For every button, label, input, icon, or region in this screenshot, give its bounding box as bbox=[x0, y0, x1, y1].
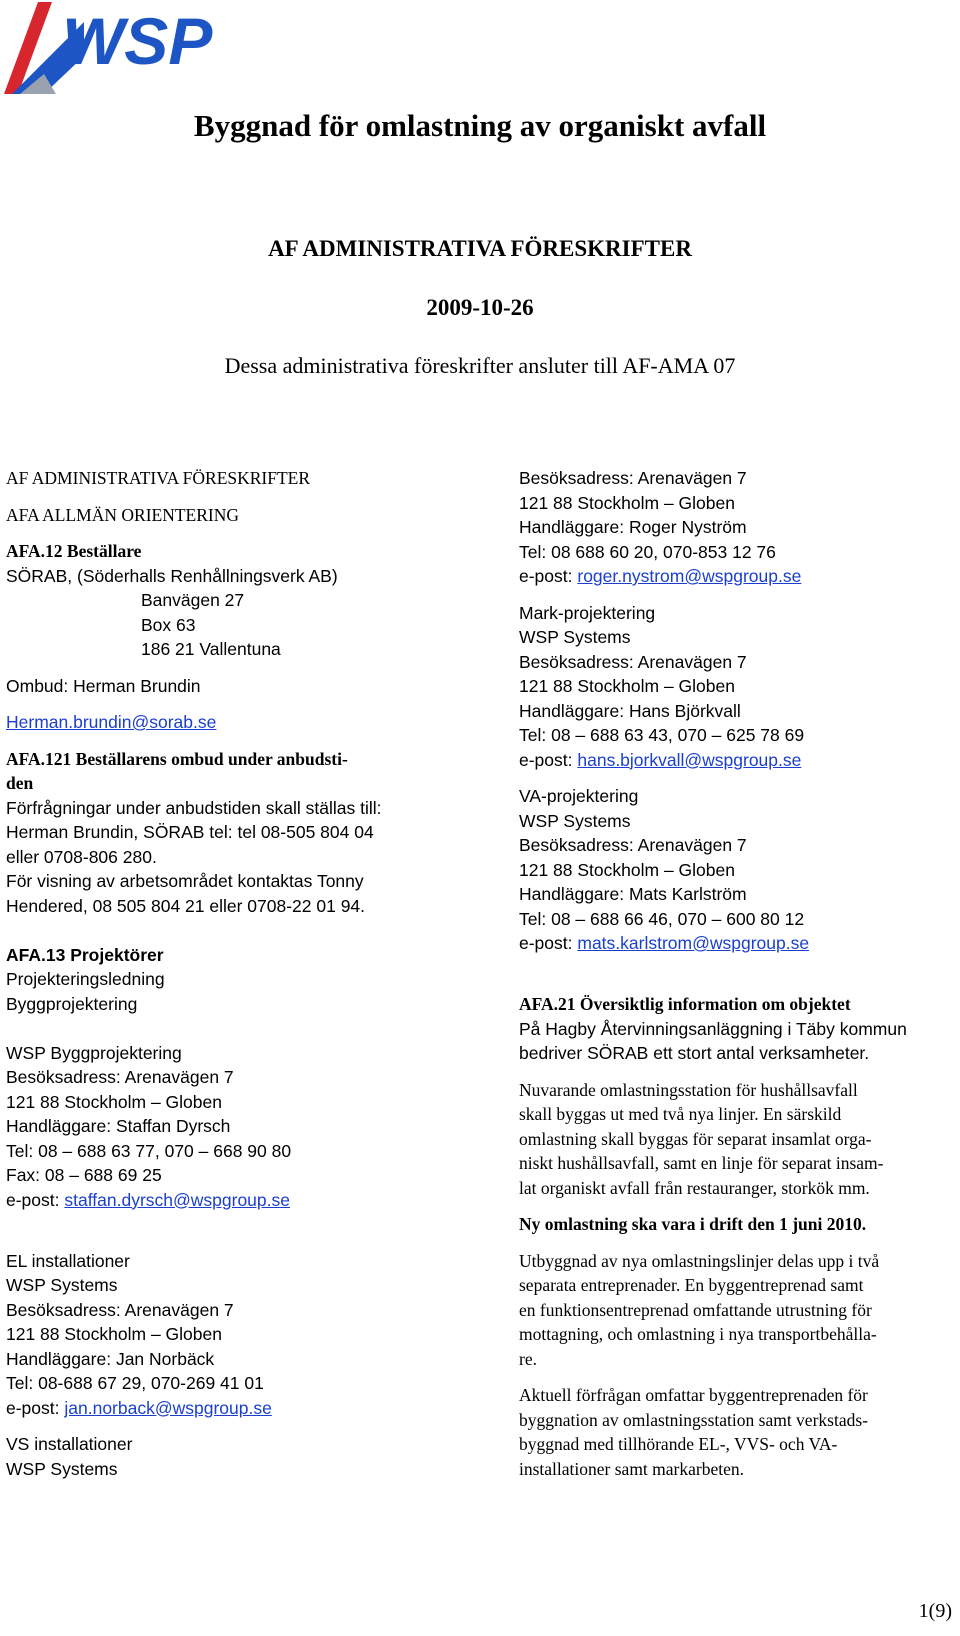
text-line: Fax: 08 – 688 69 25 bbox=[6, 1165, 162, 1185]
client-name: SÖRAB, (Söderhalls Renhållningsverk AB) bbox=[6, 565, 338, 586]
afa21-heading: AFA.21 Översiktlig information om objektet bbox=[519, 994, 851, 1014]
text-line: På Hagby Återvinningsanläggning i Täby kommun bbox=[519, 1018, 907, 1039]
text-line: Hendered, 08 505 804 21 eller 0708-22 01 94. bbox=[6, 895, 366, 916]
text-line: WSP Systems bbox=[6, 1275, 118, 1295]
afa121-heading: AFA.121 Beställarens ombud under anbudsti- bbox=[6, 748, 348, 769]
text-line: eller 0708-806 280. bbox=[6, 846, 157, 867]
text-line: Besöksadress: Arenavägen 7 bbox=[519, 835, 747, 855]
text-line: Tel: 08-688 67 29, 070-269 41 01 bbox=[6, 1373, 264, 1393]
text-line: 121 88 Stockholm – Globen bbox=[6, 1324, 222, 1344]
address-line: Banvägen 27 bbox=[141, 590, 245, 610]
email-label: e-post: bbox=[6, 1189, 65, 1210]
text-line: skall byggas ut med två nya linjer. En särskild bbox=[519, 1104, 842, 1124]
email-link[interactable]: roger.nystrom@wspgroup.se bbox=[577, 566, 802, 586]
text-line: Tel: 08 688 60 20, 070-853 12 76 bbox=[519, 541, 776, 562]
address-line: Box 63 bbox=[141, 614, 196, 635]
text-line: 121 88 Stockholm – Globen bbox=[519, 859, 735, 880]
text-line: bedriver SÖRAB ett stort antal verksamheter. bbox=[519, 1043, 870, 1063]
text-line: 121 88 Stockholm – Globen bbox=[6, 1091, 222, 1112]
text-line: EL installationer bbox=[6, 1250, 130, 1271]
text-line: niskt hushållsavfall, samt en linje för separat insam- bbox=[519, 1153, 884, 1173]
page-number: 1(9) bbox=[918, 1600, 952, 1622]
text-line: omlastning skall byggas för separat insamlat orga- bbox=[519, 1128, 872, 1149]
right-column bbox=[519, 466, 949, 1481]
afa121-heading-cont: den bbox=[6, 773, 34, 793]
email-link[interactable]: jan.norback@wspgroup.se bbox=[64, 1397, 272, 1418]
email-label: e-post: bbox=[519, 749, 578, 770]
text-line: Mark-projektering bbox=[519, 602, 656, 623]
text-line: re. bbox=[519, 1348, 537, 1369]
text-line: Tel: 08 – 688 66 46, 070 – 600 80 12 bbox=[519, 908, 805, 929]
afa13-heading: AFA.13 Projektörer bbox=[6, 944, 164, 965]
text-line: WSP Byggprojektering bbox=[6, 1042, 182, 1063]
text-line: Handläggare: Staffan Dyrsch bbox=[6, 1116, 231, 1136]
document-title: Byggnad för omlastning av organiskt avfall bbox=[193, 108, 767, 143]
document-subtitle: Dessa administrativa föreskrifter ansluter till AF-AMA 07 bbox=[224, 353, 736, 378]
left-column bbox=[6, 466, 421, 1481]
text-line: Handläggare: Jan Norbäck bbox=[6, 1348, 215, 1369]
text-line: separata entreprenader. En byggentreprenad samt bbox=[519, 1275, 864, 1295]
ombud-email-link[interactable]: Herman.brundin@sorab.se bbox=[6, 712, 217, 732]
text-line: WSP Systems bbox=[6, 1458, 118, 1479]
text-line: Utbyggnad av nya omlastningslinjer delas upp i två bbox=[519, 1250, 880, 1271]
text-line: VS installationer bbox=[6, 1434, 133, 1454]
text-line: Handläggare: Mats Karlström bbox=[519, 884, 747, 904]
section-heading: AF ADMINISTRATIVA FÖRESKRIFTER bbox=[6, 468, 311, 488]
text-line: VA-projektering bbox=[519, 786, 639, 806]
text-line: Nuvarande omlastningsstation för hushållsavfall bbox=[519, 1079, 858, 1100]
email-link[interactable]: hans.bjorkvall@wspgroup.se bbox=[577, 749, 802, 770]
text-line: WSP Systems bbox=[519, 627, 631, 647]
document-type: AF ADMINISTRATIVA FÖRESKRIFTER bbox=[268, 236, 692, 261]
text-line: Handläggare: Hans Björkvall bbox=[519, 700, 741, 721]
wsp-logo-icon bbox=[4, 2, 224, 102]
text-line: Aktuell förfrågan omfattar byggentreprenaden för bbox=[519, 1385, 868, 1405]
text-line: WSP Systems bbox=[519, 810, 631, 831]
email-label: e-post: bbox=[519, 566, 578, 586]
text-line: Tel: 08 – 688 63 77, 070 – 668 90 80 bbox=[6, 1140, 292, 1161]
text-line: Förfrågningar under anbudstiden skall ställas till: bbox=[6, 797, 382, 818]
text-line: Byggprojektering bbox=[6, 993, 138, 1014]
text-line: Besöksadress: Arenavägen 7 bbox=[6, 1067, 234, 1087]
text-line: mottagning, och omlastning i nya transportbehålla- bbox=[519, 1324, 877, 1344]
text-line: Handläggare: Roger Nyström bbox=[519, 517, 747, 537]
text-line: Herman Brundin, SÖRAB tel: tel 08-505 804 04 bbox=[6, 822, 374, 842]
text-line: byggnad med tillhörande EL-, VVS- och VA- bbox=[519, 1434, 838, 1454]
document-date: 2009-10-26 bbox=[426, 295, 534, 320]
text-line: Besöksadress: Arenavägen 7 bbox=[519, 468, 747, 488]
section-heading: AFA ALLMÄN ORIENTERING bbox=[6, 504, 240, 525]
text-line: Projekteringsledning bbox=[6, 969, 165, 989]
address-line: 186 21 Vallentuna bbox=[141, 639, 281, 659]
text-line: en funktionsentreprenad omfattande utrustning för bbox=[519, 1299, 872, 1320]
text-line: Besöksadress: Arenavägen 7 bbox=[519, 651, 747, 672]
text-line: Besöksadress: Arenavägen 7 bbox=[6, 1299, 234, 1320]
text-line: 121 88 Stockholm – Globen bbox=[519, 492, 735, 513]
email-label: e-post: bbox=[519, 933, 578, 953]
text-line: För visning av arbetsområdet kontaktas Tonny bbox=[6, 871, 364, 891]
email-label: e-post: bbox=[6, 1397, 65, 1418]
text-line: Tel: 08 – 688 63 43, 070 – 625 78 69 bbox=[519, 725, 805, 745]
afa12-heading: AFA.12 Beställare bbox=[6, 541, 142, 561]
text-line: lat organiskt avfall från restauranger, storkök mm. bbox=[519, 1177, 870, 1198]
text-line: installationer samt markarbeten. bbox=[519, 1458, 744, 1479]
ombud: Ombud: Herman Brundin bbox=[6, 675, 201, 696]
operation-date-notice: Ny omlastning ska vara i drift den 1 juni 2010. bbox=[519, 1214, 867, 1234]
text-line: 121 88 Stockholm – Globen bbox=[519, 676, 735, 696]
email-link[interactable]: staffan.dyrsch@wspgroup.se bbox=[64, 1189, 290, 1210]
text-line: byggnation av omlastningsstation samt verkstads- bbox=[519, 1409, 868, 1430]
email-link[interactable]: mats.karlstrom@wspgroup.se bbox=[577, 933, 810, 953]
svg-text:WSP: WSP bbox=[62, 4, 213, 78]
wsp-logo bbox=[4, 2, 224, 102]
